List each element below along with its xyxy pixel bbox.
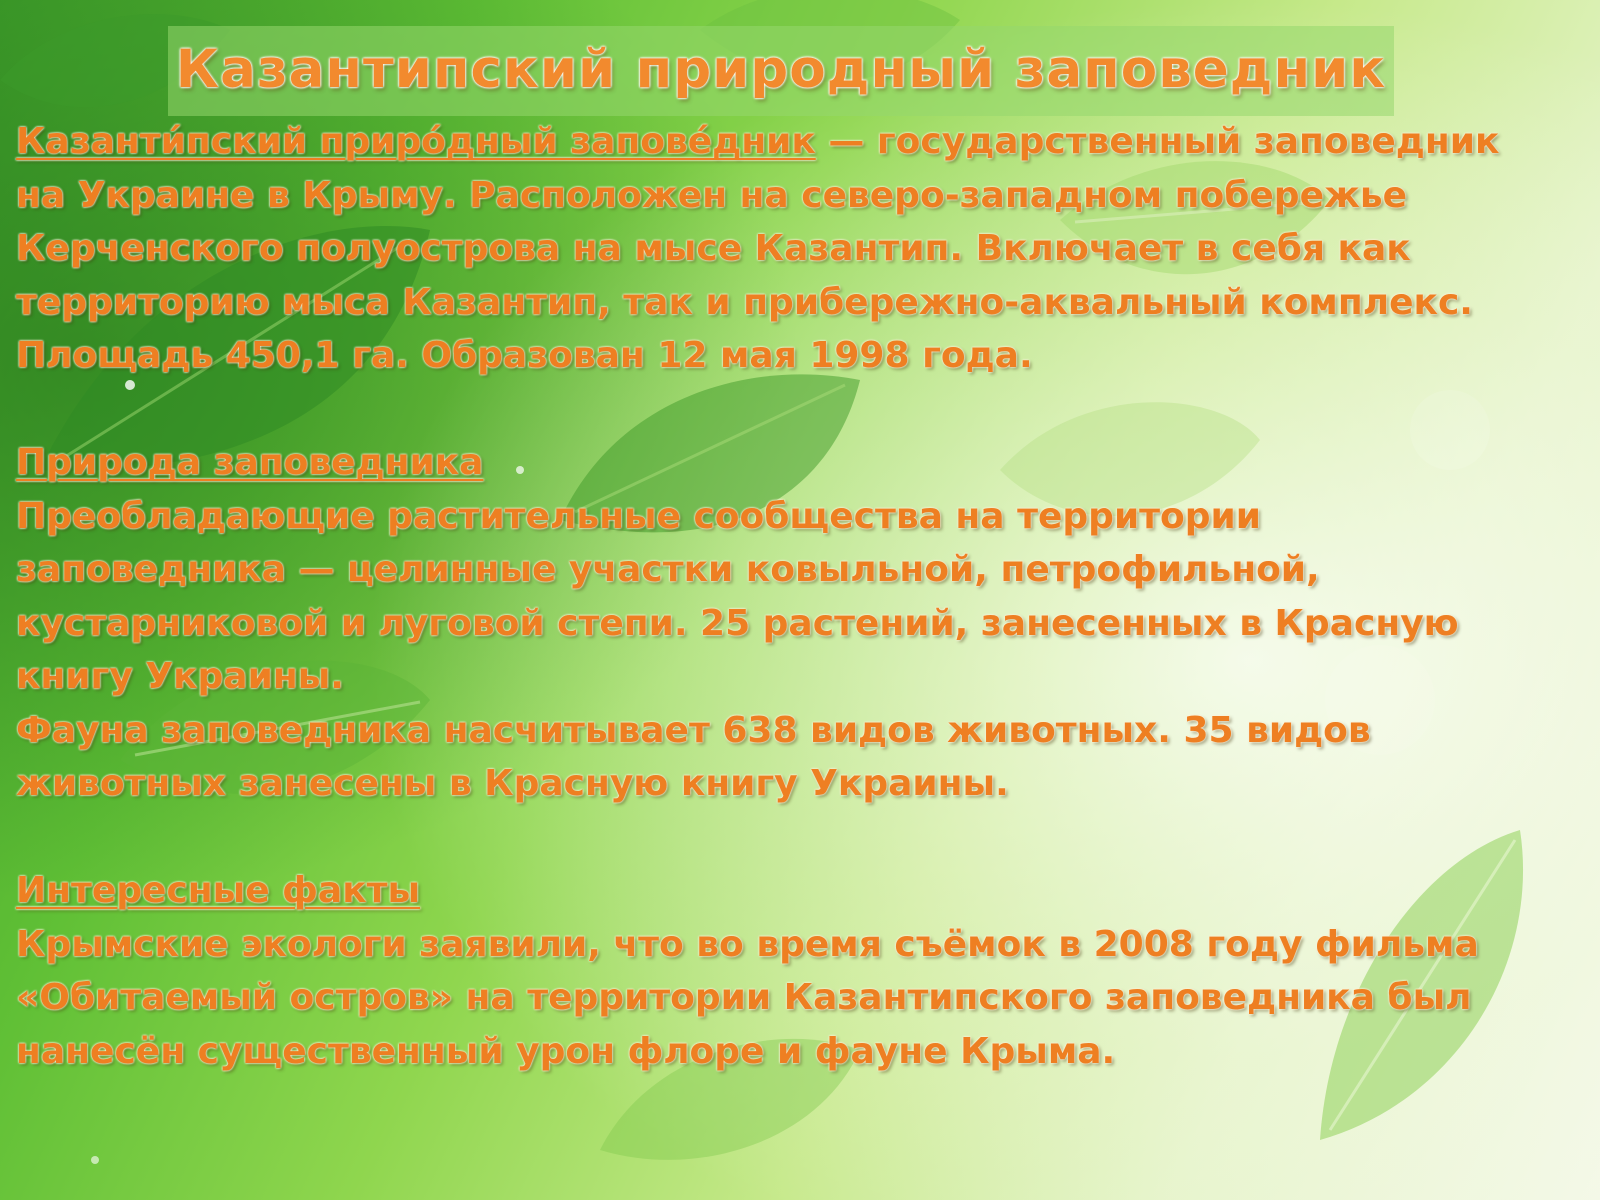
intro-text: — государственный заповедник на Украине в Крыму. Расположен на северо-западном побережье Керченского полуострова на мысе Казантип. Включает в себя как территорию мыса Казантип, так и прибережно-аквальный комплекс. Площадь 450,1 га. Образован 12 мая 1998 года.: [16, 121, 1500, 376]
flora-paragraph: Преобладающие растительные сообщества на территории заповедника — целинные участки ковыльной, петрофильной, кустарниковой и луговой степи. 25 растений, занесенных в Красную книгу Украины.: [16, 495, 1459, 697]
spacer: [16, 811, 1506, 865]
nature-heading: Природа заповедника: [16, 442, 484, 483]
reserve-name-link[interactable]: Казанти́пский приро́дный запове́дник: [16, 121, 816, 162]
fauna-paragraph: Фауна заповедника насчитывает 638 видов животных. 35 видов животных занесены в Красную книгу Украины.: [16, 709, 1371, 804]
facts-heading: Интересные факты: [16, 870, 421, 911]
spacer: [16, 383, 1506, 437]
slide-title: Казантипский природный заповедник: [175, 39, 1387, 100]
slide-content: [16, 115, 1506, 1078]
facts-paragraph: Крымские экологи заявили, что во время съёмок в 2008 году фильма «Обитаемый остров» на территории Казантипского заповедника был нанесён существенный урон флоре и фауне Крыма.: [16, 923, 1479, 1072]
intro-paragraph: [16, 115, 1506, 383]
